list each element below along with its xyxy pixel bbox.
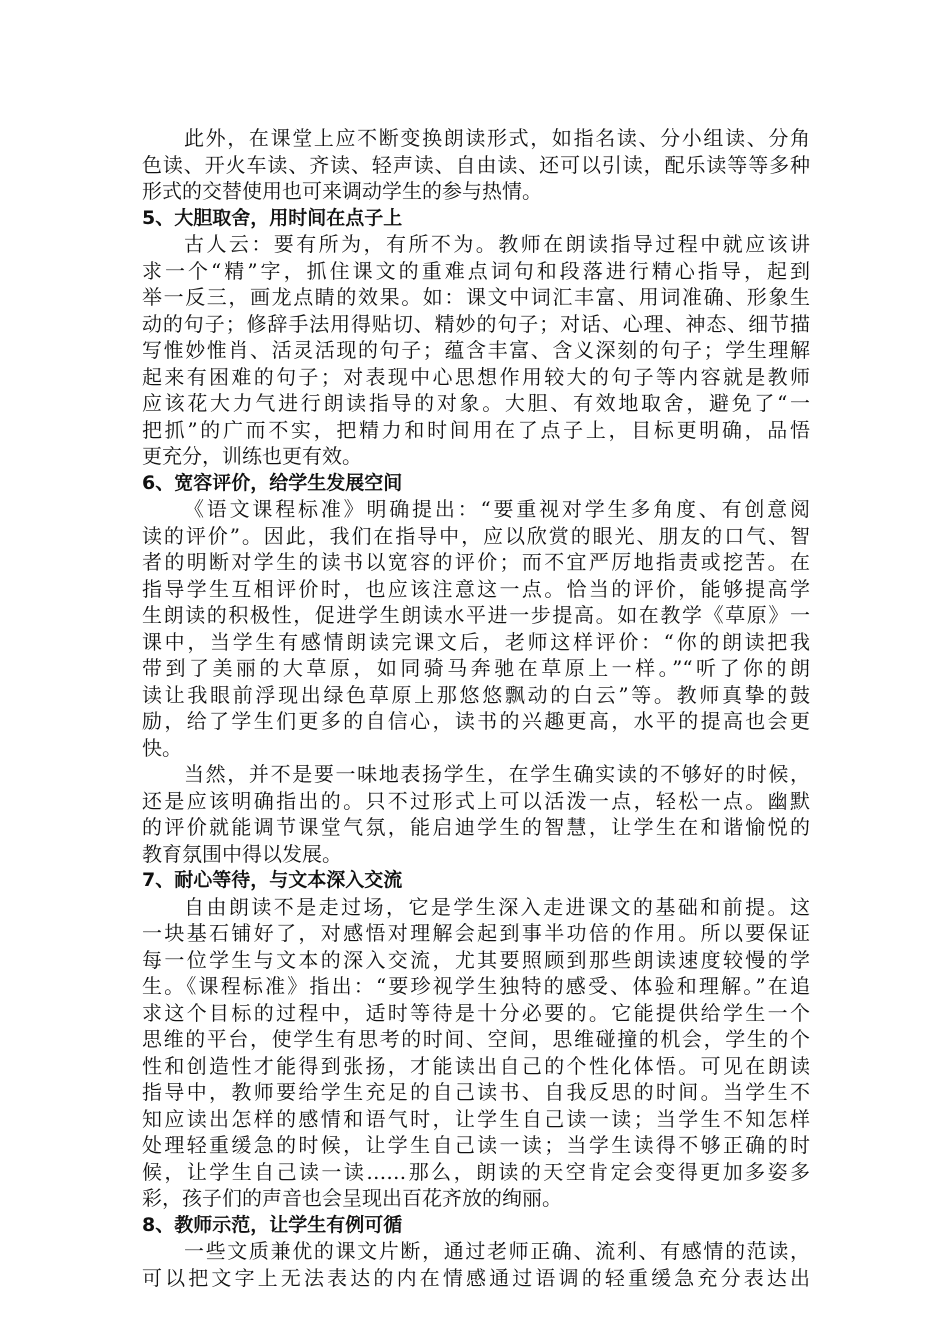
paragraph-line: 带到了美丽的大草原，如同骑马奔驰在草原上一样。”“听了你的朗 (142, 656, 810, 680)
paragraph-line: 可以把文字上无法表达的内在情感通过语调的轻重缓急充分表达出 (142, 1265, 810, 1290)
section-heading: 8、教师示范，让学生有例可循 (142, 1213, 403, 1236)
paragraph-first-line: 《语文课程标准》明确提出：“要重视对学生多角度、有创意阅 (184, 497, 810, 521)
paragraph-line: 励，给了学生们更多的自信心，读书的兴趣更高，水平的提高也会更 (142, 709, 810, 733)
paragraph-line: 举一反三，画龙点睛的效果。如：课文中词汇丰富、用词准确、形象生 (142, 285, 810, 309)
paragraph-line: 生朗读的积极性，促进学生朗读水平进一步提高。如在教学《草原》一 (142, 603, 810, 627)
paragraph-line: 求这个目标的过程中，适时等待是十分必要的。它能提供给学生一个 (142, 1000, 810, 1025)
section-heading: 7、耐心等待，与文本深入交流 (142, 869, 403, 891)
paragraph-first-line: 当然，并不是要一味地表扬学生，在学生确实读的不够好的时候， (184, 762, 810, 786)
paragraph-last-line: 更充分，训练也更有效。 (142, 444, 362, 468)
paragraph-first-line: 一些文质兼优的课文片断，通过老师正确、流利、有感情的范读， (184, 1239, 810, 1263)
paragraph-line: 每一位学生与文本的深入交流，尤其要照顾到那些朗读速度较慢的学 (142, 947, 810, 972)
paragraph-line: 生。《课程标准》指出：“要珍视学生独特的感受、体验和理解。”在追 (142, 974, 810, 998)
paragraph-line: 把抓”的广而不实，把精力和时间用在了点子上，目标更明确，品悟 (142, 417, 810, 442)
paragraph-line: 求一个“精”字，抓住课文的重难点词句和段落进行精心指导，起到 (142, 258, 810, 283)
paragraph-line: 色读、开火车读、齐读、轻声读、自由读、还可以引读，配乐读等等多种 (142, 152, 810, 177)
paragraph-line: 一块基石铺好了，对感悟对理解会起到事半功倍的作用。所以要保证 (142, 921, 810, 945)
paragraph-line: 指导中，教师要给学生充足的自己读书、自我反思的时间。当学生不 (142, 1080, 810, 1104)
section-heading: 6、宽容评价，给学生发展空间 (142, 471, 403, 494)
paragraph-line: 读让我眼前浮现出绿色草原上那悠悠飘动的白云”等。教师真挚的鼓 (142, 682, 810, 707)
paragraph-first-line: 自由朗读不是走过场，它是学生深入走进课文的基础和前提。这 (184, 894, 810, 919)
paragraph-line: 处理轻重缓急的时候，让学生自己读一读；当学生读得不够正确的时 (142, 1133, 810, 1157)
paragraph-last-line: 形式的交替使用也可来调动学生的参与热情。 (142, 179, 542, 203)
paragraph-line: 起来有困难的句子；对表现中心思想作用较大的句子等内容就是教师 (142, 364, 810, 389)
paragraph-line: 应该花大力气进行朗读指导的对象。大胆、有效地取舍，避免了“一 (142, 391, 810, 415)
paragraph-last-line: 教育氛围中得以发展。 (142, 841, 342, 866)
paragraph-last-line: 彩，孩子们的声音也会呈现出百花齐放的绚丽。 (142, 1186, 562, 1210)
paragraph-last-line: 快。 (142, 735, 182, 760)
paragraph-line: 课中，当学生有感情朗读完课文后，老师这样评价：“你的朗读把我 (142, 629, 810, 654)
paragraph-line: 性和创造性才能得到张扬，才能读出自己的个性化体悟。可见在朗读 (142, 1053, 810, 1078)
paragraph-line: 动的句子；修辞手法用得贴切、精妙的句子；对话、心理、神态、细节描 (142, 311, 810, 336)
paragraph-first-line: 古人云：要有所为，有所不为。教师在朗读指导过程中就应该讲 (184, 232, 810, 256)
paragraph-line: 的评价就能调节课堂气氛，能启迪学生的智慧，让学生在和谐愉悦的 (142, 815, 810, 839)
paragraph-line: 读的评价”。因此，我们在指导中，应以欣赏的眼光、朋友的口气、智 (142, 523, 810, 548)
document-body (142, 125, 810, 1291)
paragraph-line: 者的明断对学生的读书以宽容的评价；而不宜严厉地指责或挖苦。在 (142, 550, 810, 574)
paragraph-line: 指导学生互相评价时，也应该注意这一点。恰当的评价，能够提高学 (142, 576, 810, 601)
section-heading: 5、大胆取舍，用时间在点子上 (142, 206, 403, 229)
paragraph-line: 候，让学生自己读一读……那么，朗读的天空肯定会变得更加多姿多 (142, 1159, 810, 1184)
paragraph-first-line: 此外，在课堂上应不断变换朗读形式，如指名读、分小组读、分角 (184, 126, 810, 150)
paragraph-line: 思维的平台，使学生有思考的时间、空间，思维碰撞的机会，学生的个 (142, 1027, 810, 1051)
paragraph-line: 还是应该明确指出的。只不过形式上可以活泼一点，轻松一点。幽默 (142, 788, 810, 813)
paragraph-line: 知应读出怎样的感情和语气时，让学生自己读一读；当学生不知怎样 (142, 1106, 810, 1131)
paragraph-line: 写惟妙惟肖、活灵活现的句子；蕴含丰富、含义深刻的句子；学生理解 (142, 338, 810, 362)
